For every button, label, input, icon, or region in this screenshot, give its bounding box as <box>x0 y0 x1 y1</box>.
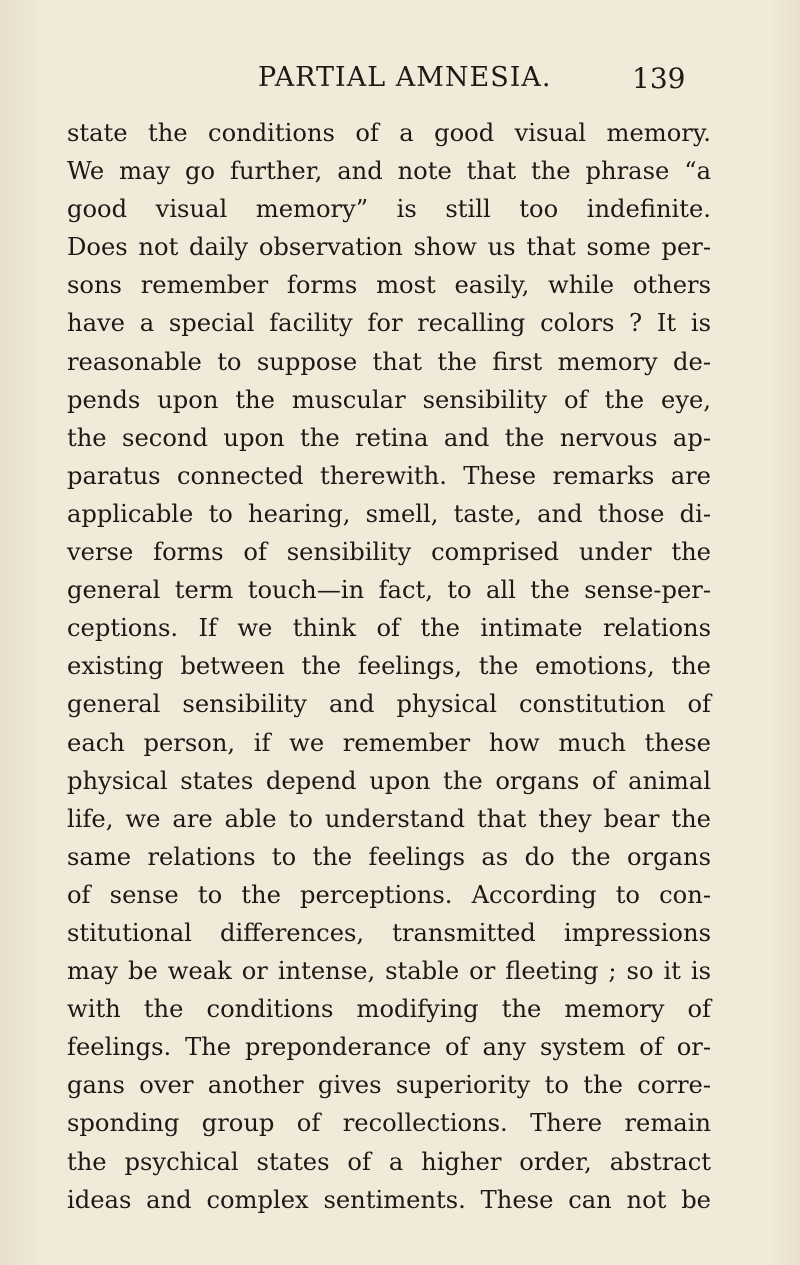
text-line: good visual memory” is still too indefinite. <box>67 195 711 224</box>
text-line: ceptions. If we think of the intimate relations <box>67 614 711 643</box>
text-line: the second upon the retina and the nervous ap- <box>67 423 711 452</box>
text-line: applicable to hearing, smell, taste, and those di- <box>67 499 711 528</box>
text-line: feelings. The preponderance of any system of or- <box>67 1033 711 1062</box>
text-line: with the conditions modifying the memory of <box>67 995 711 1024</box>
text-line: general sensibility and physical constitution of <box>67 690 711 719</box>
page-number: 139 <box>632 62 686 95</box>
text-line: ideas and complex sentiments. These can not be <box>67 1185 711 1214</box>
text-line: verse forms of sensibility comprised under the <box>67 538 711 567</box>
running-head <box>0 58 800 98</box>
text-line: We may go further, and note that the phrase “a <box>67 157 711 186</box>
text-line: reasonable to suppose that the first memory de- <box>67 347 711 376</box>
text-line: have a special facility for recalling colors ? It is <box>67 309 711 338</box>
body-text <box>67 114 711 1219</box>
text-line: of sense to the perceptions. According to con- <box>67 880 711 909</box>
text-line: state the conditions of a good visual memory. <box>67 119 711 147</box>
text-line: Does not daily observation show us that some per- <box>67 233 711 262</box>
text-line: existing between the feelings, the emotions, the <box>67 652 711 681</box>
text-line: pends upon the muscular sensibility of the eye, <box>67 385 711 414</box>
text-line: general term touch—in fact, to all the sense-per- <box>67 576 711 605</box>
running-head-title: PARTIAL AMNESIA. <box>258 62 552 93</box>
text-line: same relations to the feelings as do the organs <box>67 842 711 871</box>
text-line: gans over another gives superiority to the corre- <box>67 1071 711 1100</box>
text-line: each person, if we remember how much these <box>67 728 711 757</box>
text-line: stitutional differences, transmitted impressions <box>67 918 711 947</box>
text-line: physical states depend upon the organs of animal <box>67 766 711 795</box>
text-line: the psychical states of a higher order, abstract <box>67 1147 711 1176</box>
text-line: paratus connected therewith. These remarks are <box>67 461 711 490</box>
text-line: sons remember forms most easily, while others <box>67 271 711 300</box>
text-line: sponding group of recollections. There remain <box>67 1109 711 1138</box>
text-line: life, we are able to understand that they bear the <box>67 804 711 833</box>
text-line: may be weak or intense, stable or fleeting ; so it is <box>67 957 711 986</box>
